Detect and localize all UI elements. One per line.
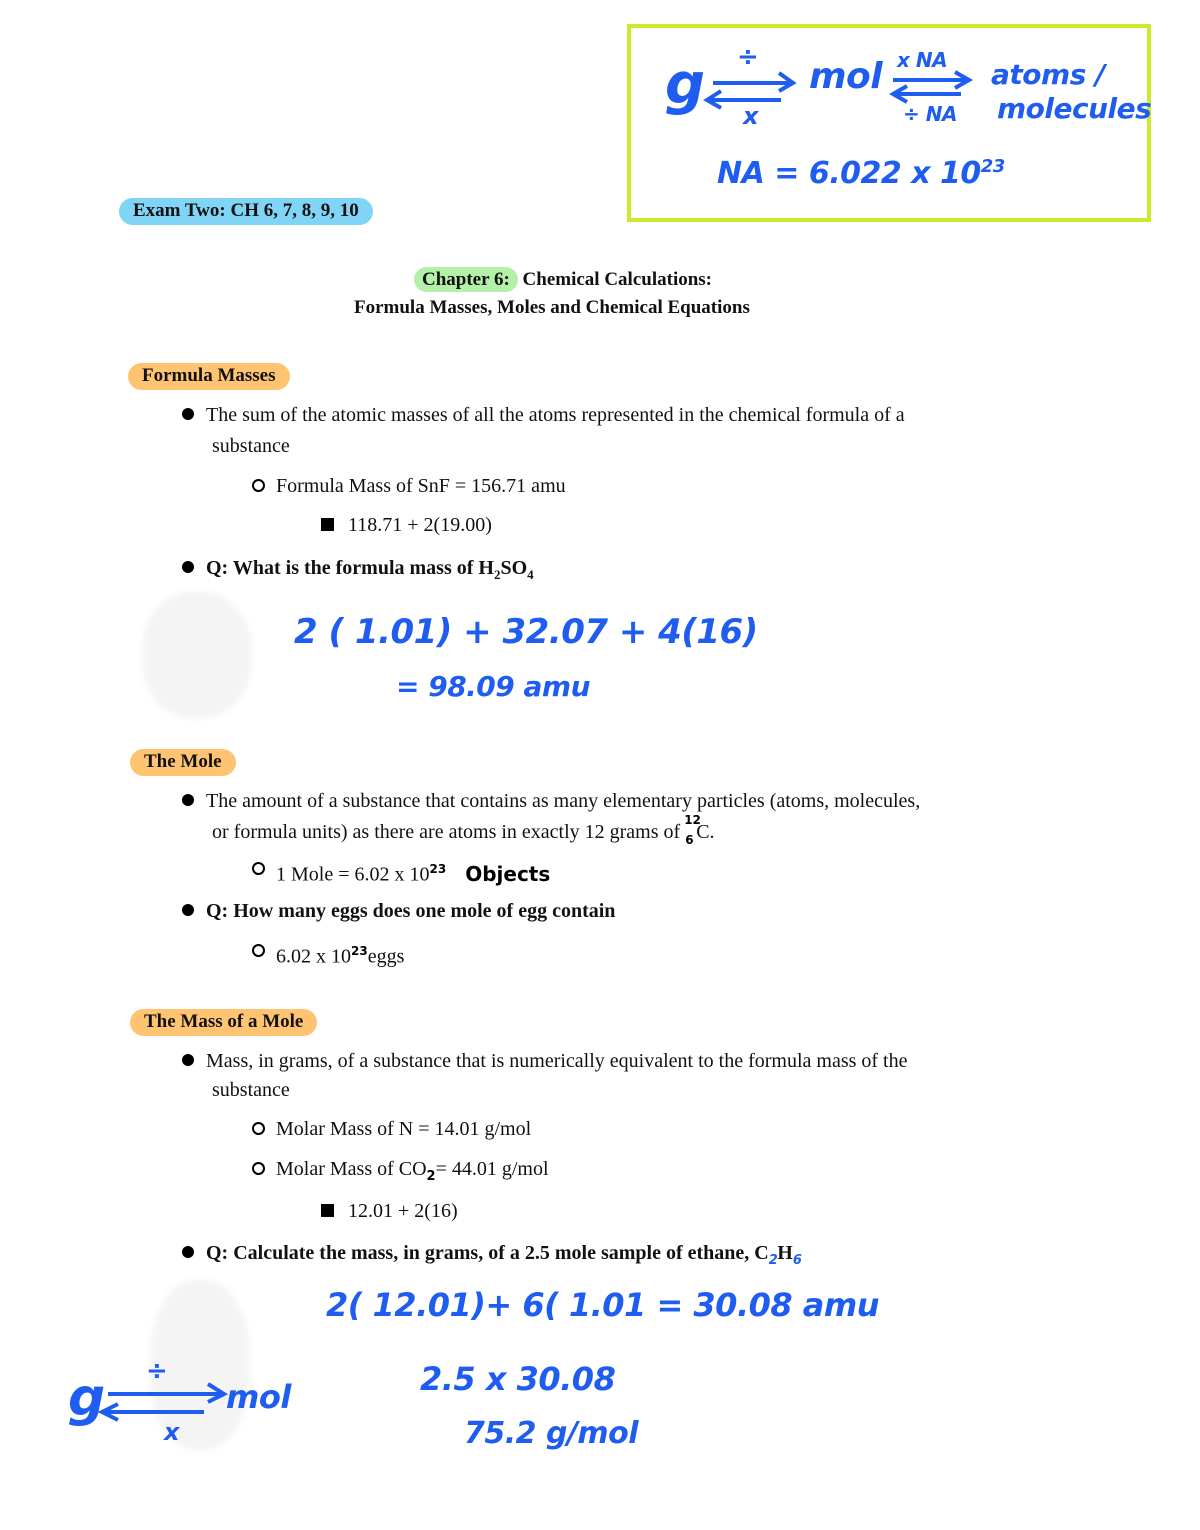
bullet-square xyxy=(321,1204,334,1217)
diagram-divide: ÷ xyxy=(146,1356,168,1386)
question-h2so4-sub: 2 xyxy=(493,567,501,582)
box-atoms: atoms / xyxy=(991,58,1105,91)
snf-calculation: 118.71 + 2(19.00) xyxy=(348,514,492,536)
box-mol: mol xyxy=(809,56,883,97)
handwritten-objects: Objects xyxy=(465,861,551,886)
chapter-title xyxy=(414,268,712,292)
eggs-answer-end: eggs xyxy=(367,945,405,968)
eraser-smudge xyxy=(142,592,252,718)
question-ethane-sub2: 6 xyxy=(792,1253,802,1268)
question-ethane-sub1: 2 xyxy=(768,1253,778,1268)
question-ethane xyxy=(206,1241,801,1273)
box-x-na: x NA xyxy=(897,48,948,72)
question-h2so4 xyxy=(206,556,534,587)
diagram-mol: mol xyxy=(226,1378,291,1416)
mole-def-line2-text: or formula units) as there are atoms in exactly 12 grams of xyxy=(212,821,681,843)
mole-def-line2-end: C. xyxy=(696,821,715,843)
carbon-12-isotope xyxy=(680,813,701,847)
question-h2so4-end: SO xyxy=(500,557,528,579)
molar-mass-co2 xyxy=(276,1157,549,1189)
heading-mass-of-mole: The Mass of a Mole xyxy=(130,1009,317,1036)
one-mole-definition xyxy=(276,857,550,887)
bullet-dot xyxy=(182,904,194,916)
handwritten-ethane-result: 75.2 g/mol xyxy=(464,1416,639,1451)
one-mole-exp: 23 xyxy=(429,862,447,876)
exam-title: Exam Two: CH 6, 7, 8, 9, 10 xyxy=(119,198,373,225)
bullet-dot xyxy=(182,1054,194,1066)
bullet-ring xyxy=(252,479,265,492)
isotope-mass-number: 12 xyxy=(684,813,701,827)
formula-masses-def-line2: substance xyxy=(212,435,290,457)
bullet-ring xyxy=(252,1162,265,1175)
molar-mass-co2-sub: 2 xyxy=(426,1169,436,1184)
handwritten-h2so4-sum: 2 ( 1.01) + 32.07 + 4(16) xyxy=(294,612,758,652)
formula-masses-def-line1: The sum of the atomic masses of all the atoms represented in the chemical formula of a xyxy=(206,404,905,426)
diagram-times: x xyxy=(164,1418,179,1446)
one-mole-text: 1 Mole = 6.02 x 10 xyxy=(276,863,430,886)
molar-mass-co2-end: = 44.01 g/mol xyxy=(435,1158,549,1180)
eggs-answer-text: 6.02 x 10 xyxy=(276,945,351,968)
box-div-na: ÷ NA xyxy=(903,102,957,126)
molar-mass-def-line2: substance xyxy=(212,1079,290,1101)
box-g: g xyxy=(665,52,705,117)
chapter-label: Chapter 6: xyxy=(414,267,518,292)
question-eggs: Q: How many eggs does one mole of egg contain xyxy=(206,900,616,922)
conversion-box xyxy=(627,24,1151,222)
heading-formula-masses: Formula Masses xyxy=(128,363,290,390)
bullet-dot xyxy=(182,408,194,420)
chapter-title-rest: Chemical Calculations: xyxy=(517,269,713,290)
question-h2so4-text: Q: What is the formula mass of H xyxy=(206,557,494,579)
question-ethane-text: Q: Calculate the mass, in grams, of a 2.5 mole sample of ethane, C xyxy=(206,1242,769,1264)
eggs-answer-exp: 23 xyxy=(351,944,368,958)
box-na-text: NA = 6.022 x 10 xyxy=(717,156,981,191)
molar-mass-co2-text: Molar Mass of CO xyxy=(276,1158,427,1180)
mole-def-line1: The amount of a substance that contains as many elementary particles (atoms, molecules, xyxy=(206,790,921,812)
isotope-atomic-number: 6 xyxy=(685,833,694,847)
handwritten-ethane-multiply: 2.5 x 30.08 xyxy=(420,1360,616,1398)
eggs-answer xyxy=(276,939,404,969)
box-times: x xyxy=(743,102,758,130)
question-h2so4-end-sub: 4 xyxy=(527,567,534,582)
bullet-dot xyxy=(182,561,194,573)
box-na-equation xyxy=(717,156,1005,191)
mole-def-line2 xyxy=(212,813,715,847)
handwritten-ethane-formula-mass: 2( 12.01)+ 6( 1.01 = 30.08 amu xyxy=(326,1286,879,1324)
co2-calculation: 12.01 + 2(16) xyxy=(348,1200,458,1222)
bullet-ring xyxy=(252,862,265,875)
diagram-g: g xyxy=(68,1368,105,1428)
bullet-ring xyxy=(252,944,265,957)
molar-mass-n: Molar Mass of N = 14.01 g/mol xyxy=(276,1118,532,1140)
bullet-dot xyxy=(182,1246,194,1258)
bullet-dot xyxy=(182,794,194,806)
handwritten-h2so4-result: = 98.09 amu xyxy=(396,670,591,703)
box-molecules: molecules xyxy=(997,92,1152,125)
bullet-ring xyxy=(252,1122,265,1135)
heading-the-mole: The Mole xyxy=(130,749,236,776)
chapter-subtitle: Formula Masses, Moles and Chemical Equations xyxy=(354,297,750,318)
bullet-square xyxy=(321,518,334,531)
grams-to-moles-diagram xyxy=(64,1356,304,1460)
box-divide: ÷ xyxy=(737,42,759,72)
question-ethane-mid: H xyxy=(777,1242,793,1264)
formula-mass-snf: Formula Mass of SnF = 156.71 amu xyxy=(276,475,566,497)
molar-mass-def-line1: Mass, in grams, of a substance that is numerically equivalent to the formula mass of the xyxy=(206,1050,908,1072)
box-na-exp: 23 xyxy=(980,156,1005,177)
